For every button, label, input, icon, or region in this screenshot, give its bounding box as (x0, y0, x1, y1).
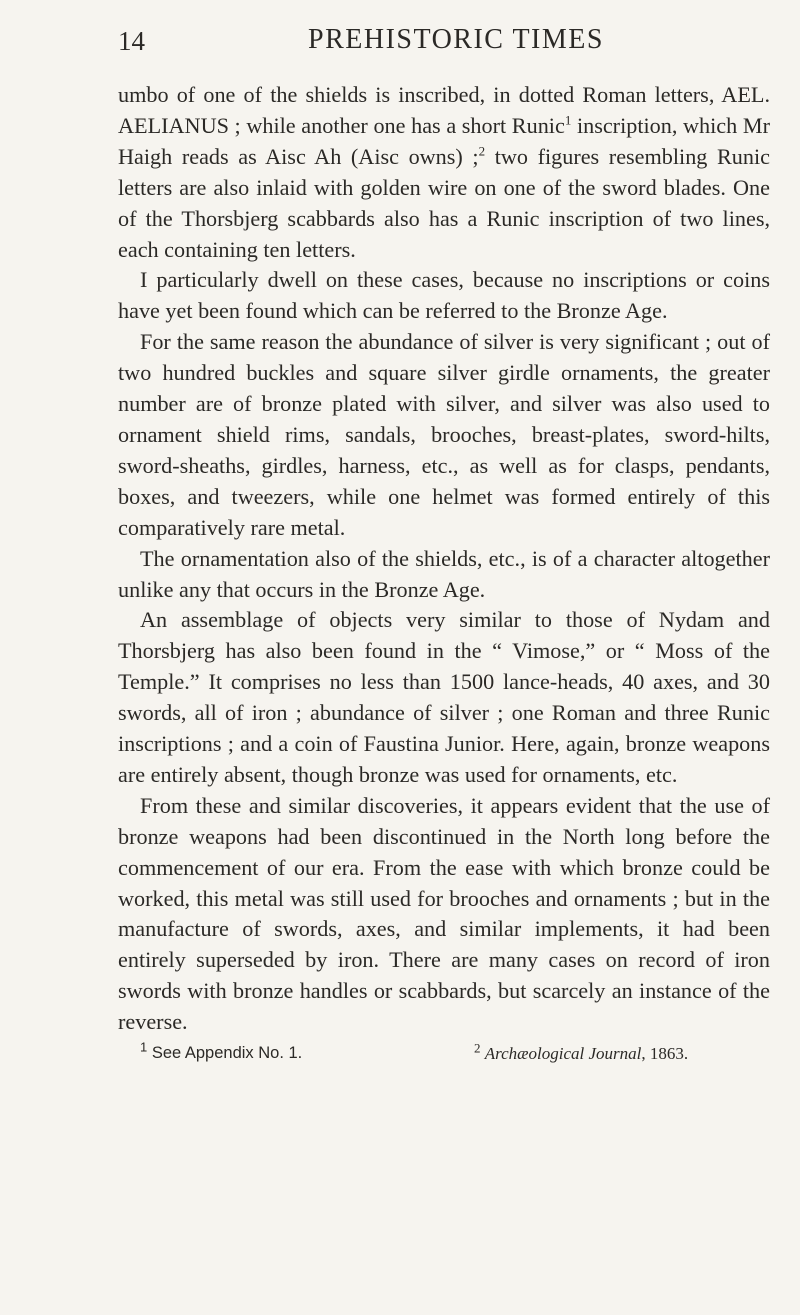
footnotes (118, 1039, 770, 1072)
footnote-2-text: , 1863. (641, 1044, 689, 1064)
paragraph-text: I particularly dwell on these cases, because no inscriptions or coins have yet been found which can be referred to the Bronze Age. (118, 267, 770, 324)
footnote-1-marker: 1 (140, 1039, 148, 1055)
paragraph-text: inscription, which Mr Haigh reads as Aisc Ah (Aisc owns) ; (118, 112, 770, 169)
paragraph-text: umbo of one of the shields is inscribed, in dotted Roman letters, AEL. AELIANUS ; while another one has a short Runic (118, 82, 770, 138)
page-number: 14 (118, 26, 145, 56)
paragraph (118, 605, 770, 790)
body-text (118, 80, 770, 1038)
running-title: PREHISTORIC TIMES (308, 24, 604, 55)
footnote-reference: 1 (564, 112, 572, 128)
paragraph (118, 265, 770, 327)
footnote-1 (140, 1039, 303, 1063)
paragraph-text: For the same reason the abundance of silver is very significant ; out of two hundred buckles and square silver girdle ornaments, the greater number are of bronze plated with silver, and silver was also used to ornament shield rims, sandals, brooches, breast-plates, sword-hilts, sword-sheaths, girdles, harness, etc., as well as for clasps, pendants, boxes, and tweezers, while one helmet was formed entirely of this comparatively rare metal. (118, 329, 770, 540)
footnote-1-text: See Appendix No. 1. (151, 1044, 303, 1063)
footnote-2-marker: 2 (474, 1040, 481, 1056)
paragraph-text: two figures resembling Runic letters are also inlaid with golden wire on one of the sword blades. One of the Thorsbjerg scabbards also has a Runic inscription of two lines, each containing ten letters. (118, 143, 770, 262)
paragraph (118, 327, 770, 543)
page-header (118, 20, 770, 72)
footnote-reference: 2 (478, 143, 486, 159)
paragraph (118, 791, 770, 1038)
paragraph (118, 80, 770, 265)
paragraph-text: An assemblage of objects very similar to those of Nydam and Thorsbjerg has also been found in the “ Vimose,” or “ Moss of the Temple.” It comprises no less than 1500 lance-heads, 40 axes, and 30 swords, all of iron ; abundance of silver ; one Roman and three Runic inscriptions ; and a coin of Faustina Junior. Here, again, bronze weapons are entirely absent, though bronze was used for ornaments, etc. (118, 607, 770, 787)
paragraph-text: From these and similar discoveries, it appears evident that the use of bronze weapons had been discontinued in the North long before the commencement of our era. From the ease with which bronze could be worked, this metal was still used for brooches and ornaments ; but in the manufacture of swords, axes, and similar implements, it had been entirely superseded by iron. There are many cases on record of iron swords with bronze handles or scabbards, but scarcely an instance of the reverse. (118, 792, 770, 1035)
footnote-2 (474, 1040, 689, 1064)
book-page (118, 20, 770, 1072)
footnote-2-title: Archæological Journal (484, 1044, 642, 1064)
paragraph-text: The ornamentation also of the shields, etc., is of a character altogether unlike any that occurs in the Bronze Age. (118, 545, 770, 602)
paragraph (118, 544, 770, 606)
